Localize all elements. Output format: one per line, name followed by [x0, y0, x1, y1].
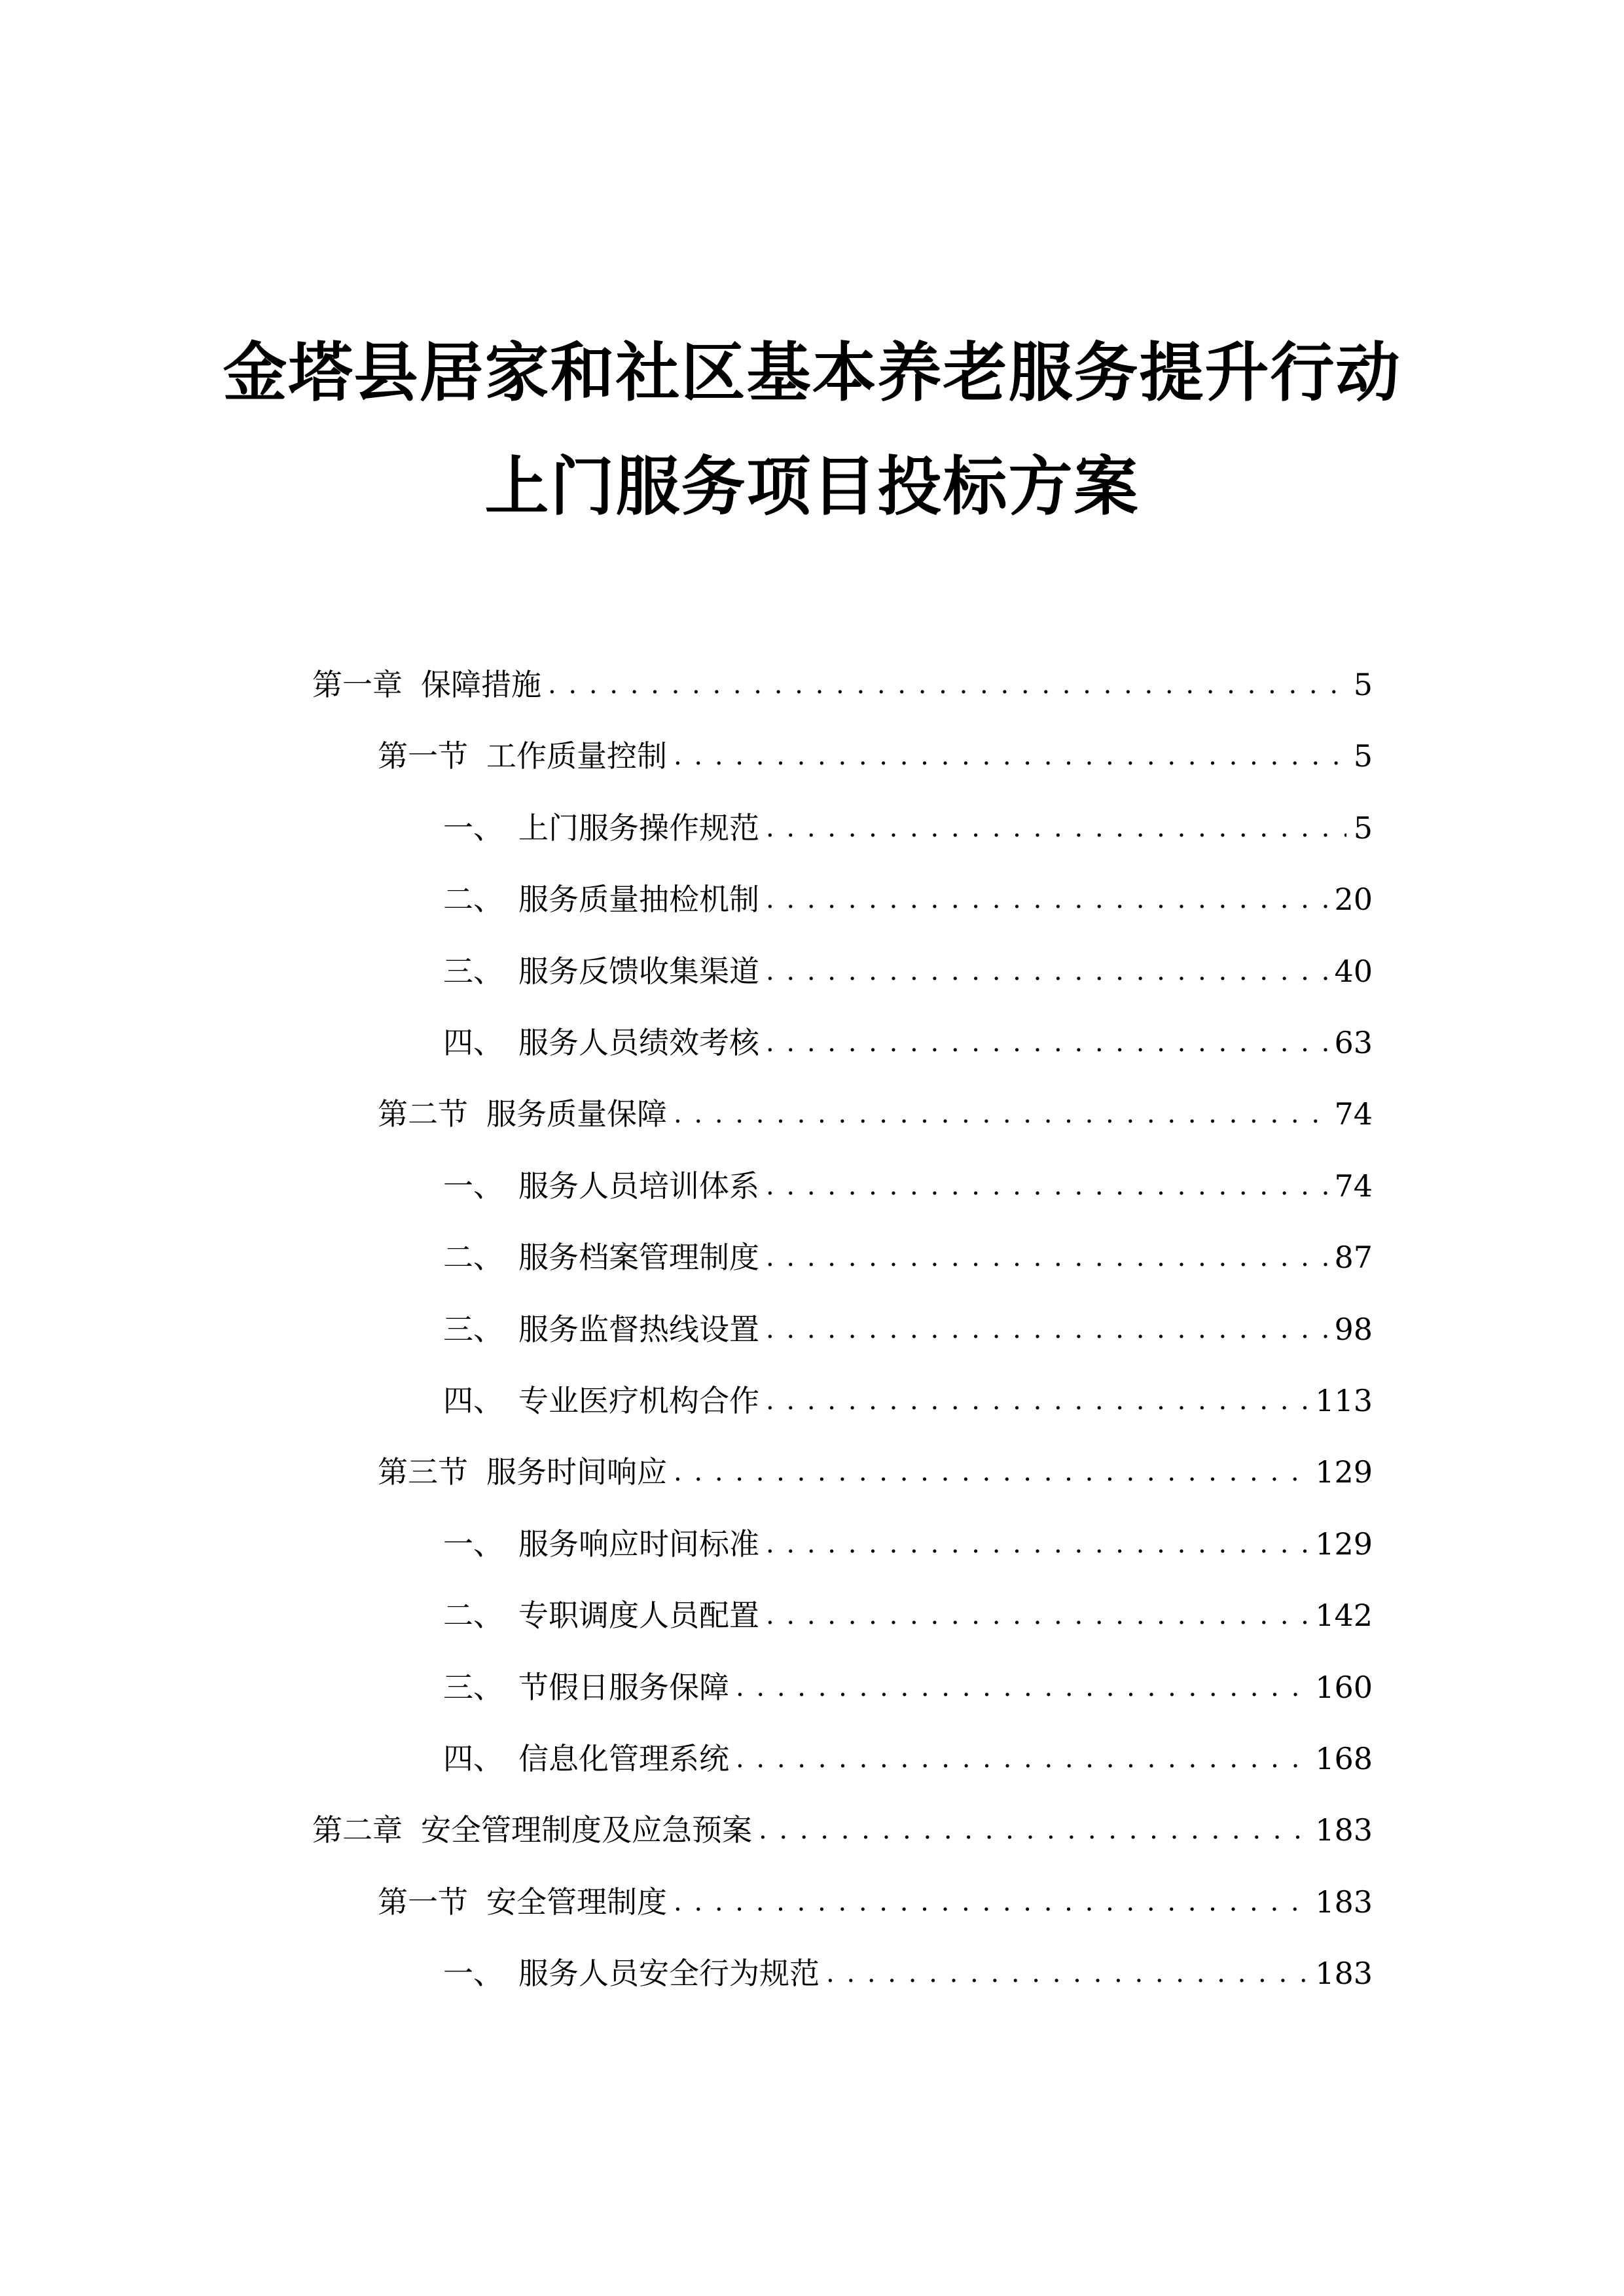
- toc-entry-number: 四、: [443, 1383, 503, 1418]
- toc-entry-page-number: 160: [1315, 1669, 1373, 1705]
- toc-entry-number: 四、: [443, 1741, 503, 1776]
- toc-dot-leader: [766, 945, 1327, 997]
- toc-entry[interactable]: [443, 1518, 1373, 1570]
- toc-entry[interactable]: [378, 1088, 1373, 1140]
- toc-entry[interactable]: [378, 730, 1373, 782]
- toc-entry-title: 安全管理制度: [486, 1884, 667, 1920]
- toc-entry-number: 一、: [443, 1168, 503, 1204]
- toc-dot-leader: [766, 1518, 1308, 1570]
- toc-dot-leader: [674, 1446, 1308, 1498]
- toc-entry-page-number: 129: [1315, 1454, 1373, 1490]
- toc-entry-title: 服务响应时间标准: [518, 1526, 759, 1562]
- toc-entry-number: 二、: [443, 882, 503, 918]
- toc-dot-leader: [766, 1303, 1327, 1355]
- toc-dot-leader: [736, 1732, 1308, 1785]
- toc-entry-page-number: 74: [1334, 1096, 1373, 1132]
- toc-entry-title: 保障措施: [421, 667, 541, 702]
- toc-dot-leader: [826, 1947, 1308, 2000]
- toc-entry[interactable]: [443, 1231, 1373, 1283]
- toc-dot-leader: [766, 1589, 1308, 1641]
- toc-entry[interactable]: [443, 1661, 1373, 1713]
- toc-entry-page-number: 20: [1334, 882, 1373, 918]
- toc-entry[interactable]: [443, 1303, 1373, 1355]
- toc-dot-leader: [766, 1231, 1327, 1283]
- toc-entry[interactable]: [443, 873, 1373, 925]
- toc-entry-title: 安全管理制度及应急预案: [421, 1812, 752, 1848]
- toc-entry-title: 节假日服务保障: [518, 1669, 729, 1705]
- toc-dot-leader: [766, 1374, 1308, 1427]
- toc-entry-number: 第二章: [312, 1812, 403, 1848]
- toc-entry-number: 二、: [443, 1240, 503, 1276]
- toc-dot-leader: [736, 1661, 1308, 1713]
- toc-entry[interactable]: [443, 1374, 1373, 1427]
- toc-entry-number: 三、: [443, 953, 503, 989]
- toc-entry[interactable]: [443, 1947, 1373, 2000]
- document-title-line-1: 金塔县居家和社区基本养老服务提升行动: [223, 336, 1401, 410]
- toc-entry-page-number: 74: [1334, 1168, 1373, 1204]
- toc-entry-number: 三、: [443, 1669, 503, 1705]
- toc-entry-title: 工作质量控制: [486, 738, 667, 774]
- toc-entry[interactable]: [443, 1732, 1373, 1785]
- toc-entry-number: 一、: [443, 1526, 503, 1562]
- toc-entry[interactable]: [378, 1446, 1373, 1498]
- toc-entry-page-number: 113: [1315, 1383, 1373, 1418]
- toc-entry-page-number: 63: [1334, 1025, 1373, 1060]
- toc-entry-title: 信息化管理系统: [518, 1741, 729, 1776]
- toc-entry-number: 一、: [443, 1956, 503, 1992]
- toc-entry-page-number: 183: [1315, 1884, 1373, 1920]
- toc-entry[interactable]: [443, 1016, 1373, 1069]
- toc-entry-page-number: 5: [1353, 667, 1373, 702]
- toc-dot-leader: [766, 1160, 1327, 1212]
- toc-entry-number: 一、: [443, 810, 503, 846]
- toc-entry-page-number: 87: [1334, 1240, 1373, 1276]
- toc-entry-title: 服务反馈收集渠道: [518, 953, 759, 989]
- toc-entry-title: 服务人员绩效考核: [518, 1025, 759, 1060]
- toc-dot-leader: [766, 1016, 1327, 1069]
- toc-entry-page-number: 5: [1353, 810, 1373, 846]
- toc-dot-leader: [766, 873, 1327, 925]
- toc-entry-number: 第一节: [378, 738, 468, 774]
- toc-entry-page-number: 183: [1315, 1956, 1373, 1992]
- toc-entry-page-number: 183: [1315, 1812, 1373, 1848]
- toc-entry[interactable]: [443, 1160, 1373, 1212]
- toc-entry[interactable]: [443, 1589, 1373, 1641]
- toc-entry[interactable]: [443, 945, 1373, 997]
- toc-entry-number: 第一节: [378, 1884, 468, 1920]
- toc-entry-number: 四、: [443, 1025, 503, 1060]
- toc-entry-title: 服务人员培训体系: [518, 1168, 759, 1204]
- toc-entry-title: 服务档案管理制度: [518, 1240, 759, 1276]
- toc-entry-title: 服务监督热线设置: [518, 1311, 759, 1347]
- toc-entry-page-number: 168: [1315, 1741, 1373, 1776]
- toc-entry-title: 服务质量抽检机制: [518, 882, 759, 918]
- toc-entry[interactable]: [378, 1876, 1373, 1928]
- toc-dot-leader: [766, 802, 1346, 854]
- document-title-line-2: 上门服务项目投标方案: [484, 450, 1140, 524]
- toc-entry-page-number: 129: [1315, 1526, 1373, 1562]
- toc-entry-title: 专业医疗机构合作: [518, 1383, 759, 1418]
- toc-dot-leader: [759, 1804, 1308, 1856]
- toc-dot-leader: [674, 1876, 1308, 1928]
- toc-entry-number: 二、: [443, 1598, 503, 1634]
- toc-entry-page-number: 142: [1315, 1598, 1373, 1634]
- toc-entry-title: 服务时间响应: [486, 1454, 667, 1490]
- toc-entry-number: 第一章: [312, 667, 403, 702]
- toc-entry-page-number: 40: [1334, 953, 1373, 989]
- toc-entry-number: 第三节: [378, 1454, 468, 1490]
- toc-entry-number: 三、: [443, 1311, 503, 1347]
- toc-dot-leader: [548, 658, 1346, 711]
- toc-entry[interactable]: [312, 658, 1373, 711]
- toc-entry-title: 上门服务操作规范: [518, 810, 759, 846]
- toc-dot-leader: [674, 730, 1346, 782]
- toc-entry-page-number: 98: [1334, 1311, 1373, 1347]
- toc-entry[interactable]: [443, 802, 1373, 854]
- toc-entry-page-number: 5: [1353, 738, 1373, 774]
- toc-entry-title: 专职调度人员配置: [518, 1598, 759, 1634]
- toc-entry[interactable]: [312, 1804, 1373, 1856]
- toc-entry-title: 服务人员安全行为规范: [518, 1956, 820, 1992]
- toc-entry-number: 第二节: [378, 1096, 468, 1132]
- toc-dot-leader: [674, 1088, 1327, 1140]
- toc-entry-title: 服务质量保障: [486, 1096, 667, 1132]
